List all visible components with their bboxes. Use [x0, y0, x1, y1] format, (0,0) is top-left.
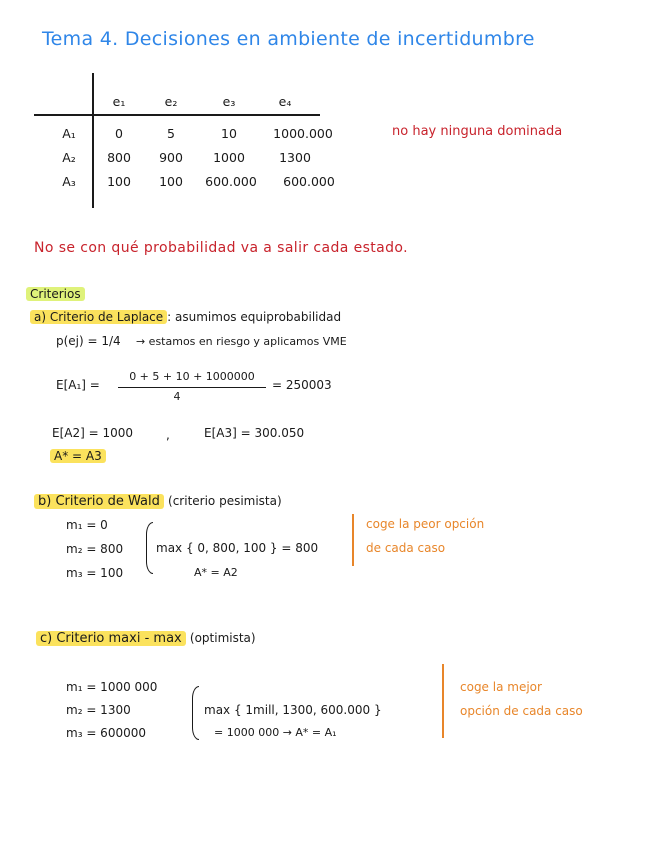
fraction-line	[118, 387, 266, 388]
row-label: A₂	[62, 150, 76, 165]
laplace-arrow-note: → estamos en riesgo y aplicamos VME	[135, 335, 347, 348]
table-cell: 100	[107, 174, 131, 189]
criterios-label: Criterios	[26, 287, 85, 301]
maximax-m2: m₂ = 1300	[66, 703, 131, 717]
table-note: no hay ninguna dominada	[392, 124, 563, 139]
table-cell: 1300	[279, 150, 311, 165]
wald-note-bracket	[352, 514, 354, 566]
fraction-denominator: 4	[173, 390, 181, 403]
maximax-heading-line	[36, 631, 256, 646]
laplace-probability-line	[56, 334, 347, 348]
maximax-note-bracket	[442, 664, 444, 738]
table-horizontal-line	[34, 114, 320, 116]
wald-note-line2: de cada caso	[366, 541, 446, 555]
e-a1-result: = 250003	[272, 378, 332, 392]
table-cell: 1000.000	[273, 126, 333, 141]
laplace-assumption: : asumimos equiprobabilidad	[167, 310, 342, 324]
laplace-optimal-line	[50, 449, 106, 463]
maximax-m1: m₁ = 1000 000	[66, 680, 158, 694]
comma: ,	[166, 428, 170, 442]
table-cell: 100	[159, 174, 183, 189]
wald-m2: m₂ = 800	[66, 542, 124, 556]
column-header: e₂	[164, 94, 178, 109]
wald-m1: m₁ = 0	[66, 518, 108, 532]
e-a3: E[A3] = 300.050	[204, 426, 305, 440]
fraction-numerator: 0 + 5 + 10 + 1000000	[129, 370, 255, 383]
table-cell: 900	[159, 150, 183, 165]
table-cell: 5	[167, 126, 175, 141]
page-title: Tema 4. Decisiones en ambiente de incertidumbre	[42, 28, 535, 50]
table-cell: 1000	[213, 150, 245, 165]
table-cell: 0	[115, 126, 123, 141]
wald-heading: b) Criterio de Wald	[34, 494, 164, 509]
maximax-paren: (optimista)	[189, 631, 256, 645]
column-header: e₄	[278, 94, 292, 109]
row-label: A₁	[62, 126, 76, 141]
maximax-result: = 1000 000 → A* = A₁	[214, 726, 337, 739]
table-cell: 10	[221, 126, 237, 141]
criterios-heading	[26, 287, 85, 301]
probability-note: No se con qué probabilidad va a salir cada estado.	[34, 240, 409, 256]
table-cell: 800	[107, 150, 131, 165]
e-a1-label: E[A₁] =	[56, 378, 100, 392]
maximax-m3: m₃ = 600000	[66, 726, 146, 740]
table-cell: 600.000	[205, 174, 257, 189]
maximax-heading: c) Criterio maxi - max	[36, 631, 186, 646]
wald-bracket	[146, 522, 153, 574]
wald-m3: m₃ = 100	[66, 566, 124, 580]
laplace-optimal: A* = A3	[50, 449, 106, 463]
maximax-note-line2: opción de cada caso	[460, 704, 583, 718]
wald-heading-line	[34, 494, 282, 509]
e-a2: E[A2] = 1000	[52, 426, 134, 440]
wald-paren: (criterio pesimista)	[168, 494, 282, 508]
column-header: e₃	[222, 94, 236, 109]
table-cell: 600.000	[283, 174, 335, 189]
maximax-bracket	[192, 686, 199, 740]
laplace-heading: a) Criterio de Laplace	[30, 310, 167, 324]
row-label: A₃	[62, 174, 76, 189]
wald-optimal: A* = A2	[194, 566, 238, 579]
maximax-note-line1: coge la mejor	[460, 680, 542, 694]
wald-max: max { 0, 800, 100 } = 800	[156, 541, 319, 555]
laplace-heading-line	[30, 310, 341, 324]
maximax-max: max { 1mill, 1300, 600.000 }	[204, 703, 382, 717]
column-header: e₁	[112, 94, 126, 109]
wald-note-line1: coge la peor opción	[366, 517, 485, 531]
laplace-probability: p(ej) = 1/4	[56, 334, 121, 348]
